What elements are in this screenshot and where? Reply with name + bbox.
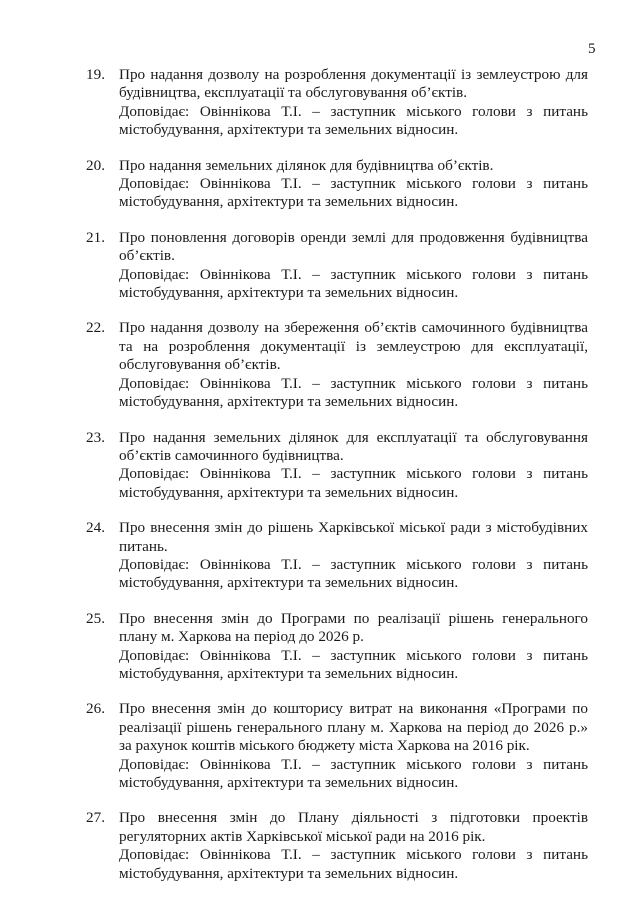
speaker-line: Доповідає: Овіннікова Т.І. – заступник міського голови з питань bbox=[119, 846, 588, 864]
item-number: 26. bbox=[86, 700, 105, 718]
item-number: 27. bbox=[86, 809, 105, 827]
speaker-position: містобудування, архітектури та земельних відносин. bbox=[119, 121, 459, 139]
agenda-item-25 bbox=[86, 610, 588, 684]
item-number: 20. bbox=[86, 156, 105, 174]
speaker-position: містобудування, архітектури та земельних відносин. bbox=[119, 393, 459, 411]
item-title: Про внесення змін до Плану діяльності з підготовки проектів регуляторних актів Харківської міської ради на 2016 рік. bbox=[119, 809, 588, 845]
item-title: Про надання дозволу на розроблення документації із землеустрою для будівництва, експлуатації та обслуговування об’єктів. bbox=[119, 66, 588, 102]
item-number: 23. bbox=[86, 428, 105, 446]
item-number: 21. bbox=[86, 228, 105, 246]
item-number: 25. bbox=[86, 609, 105, 627]
agenda-item-20 bbox=[86, 157, 588, 212]
item-number: 24. bbox=[86, 519, 105, 537]
page-number: 5 bbox=[588, 41, 596, 57]
speaker-position: містобудування, архітектури та земельних відносин. bbox=[119, 774, 459, 791]
item-title: Про поновлення договорів оренди землі для продовження будівництва об’єктів. bbox=[119, 228, 588, 265]
item-title: Про внесення змін до Програми по реалізації рішень генерального плану м. Харкова на період до 2026 р. bbox=[119, 609, 588, 646]
agenda-item-26 bbox=[86, 700, 588, 792]
speaker-line: Доповідає: Овіннікова Т.І. – заступник міського голови з питань bbox=[119, 102, 588, 120]
agenda-item-24 bbox=[86, 519, 588, 593]
item-title: Про внесення змін до кошторису витрат на виконання «Програми по реалізації рішень генерального плану м. Харкова на період до 2026 р.» за рахунок коштів міського бюджету міста Харкова на 2016 рік. bbox=[119, 700, 588, 755]
agenda-item-23 bbox=[86, 429, 588, 503]
speaker-position: містобудування, архітектури та земельних відносин. bbox=[119, 193, 459, 211]
speaker-line: Доповідає: Овіннікова Т.І. – заступник міського голови з питань bbox=[119, 465, 588, 483]
agenda-list bbox=[86, 66, 588, 900]
speaker-position: містобудування, архітектури та земельних відносин. bbox=[119, 574, 459, 592]
item-number: 22. bbox=[86, 319, 105, 337]
speaker-line: Доповідає: Овіннікова Т.І. – заступник міського голови з питань bbox=[119, 755, 588, 773]
agenda-item-22 bbox=[86, 319, 588, 411]
speaker-position: містобудування, архітектури та земельних відносин. bbox=[119, 664, 459, 682]
item-title: Про надання земельних ділянок для експлуатації та обслуговування об’єктів самочинного будівництва. bbox=[119, 428, 588, 464]
item-title: Про внесення змін до рішень Харківської міської ради з містобудівних питань. bbox=[119, 519, 588, 555]
speaker-line: Доповідає: Овіннікова Т.І. – заступник міського голови з питань bbox=[119, 265, 588, 283]
speaker-position: містобудування, архітектури та земельних відносин. bbox=[119, 483, 459, 501]
item-title: Про надання дозволу на збереження об’єктів самочинного будівництва та на розроблення документації із землеустрою для експлуатації, обслуговування об’єктів. bbox=[119, 319, 588, 374]
speaker-line: Доповідає: Овіннікова Т.І. – заступник міського голови з питань bbox=[119, 646, 588, 664]
item-title: Про надання земельних ділянок для будівництва об’єктів. bbox=[119, 156, 494, 174]
speaker-position: містобудування, архітектури та земельних відносин. bbox=[119, 864, 459, 882]
speaker-line: Доповідає: Овіннікова Т.І. – заступник міського голови з питань bbox=[119, 555, 588, 573]
item-number: 19. bbox=[86, 66, 105, 83]
agenda-item-19 bbox=[86, 66, 588, 140]
speaker-line: Доповідає: Овіннікова Т.І. – заступник міського голови з питань bbox=[119, 175, 588, 193]
agenda-item-21 bbox=[86, 229, 588, 303]
speaker-line: Доповідає: Овіннікова Т.І. – заступник міського голови з питань bbox=[119, 374, 588, 392]
agenda-item-27 bbox=[86, 809, 588, 883]
speaker-position: містобудування, архітектури та земельних відносин. bbox=[119, 284, 459, 302]
